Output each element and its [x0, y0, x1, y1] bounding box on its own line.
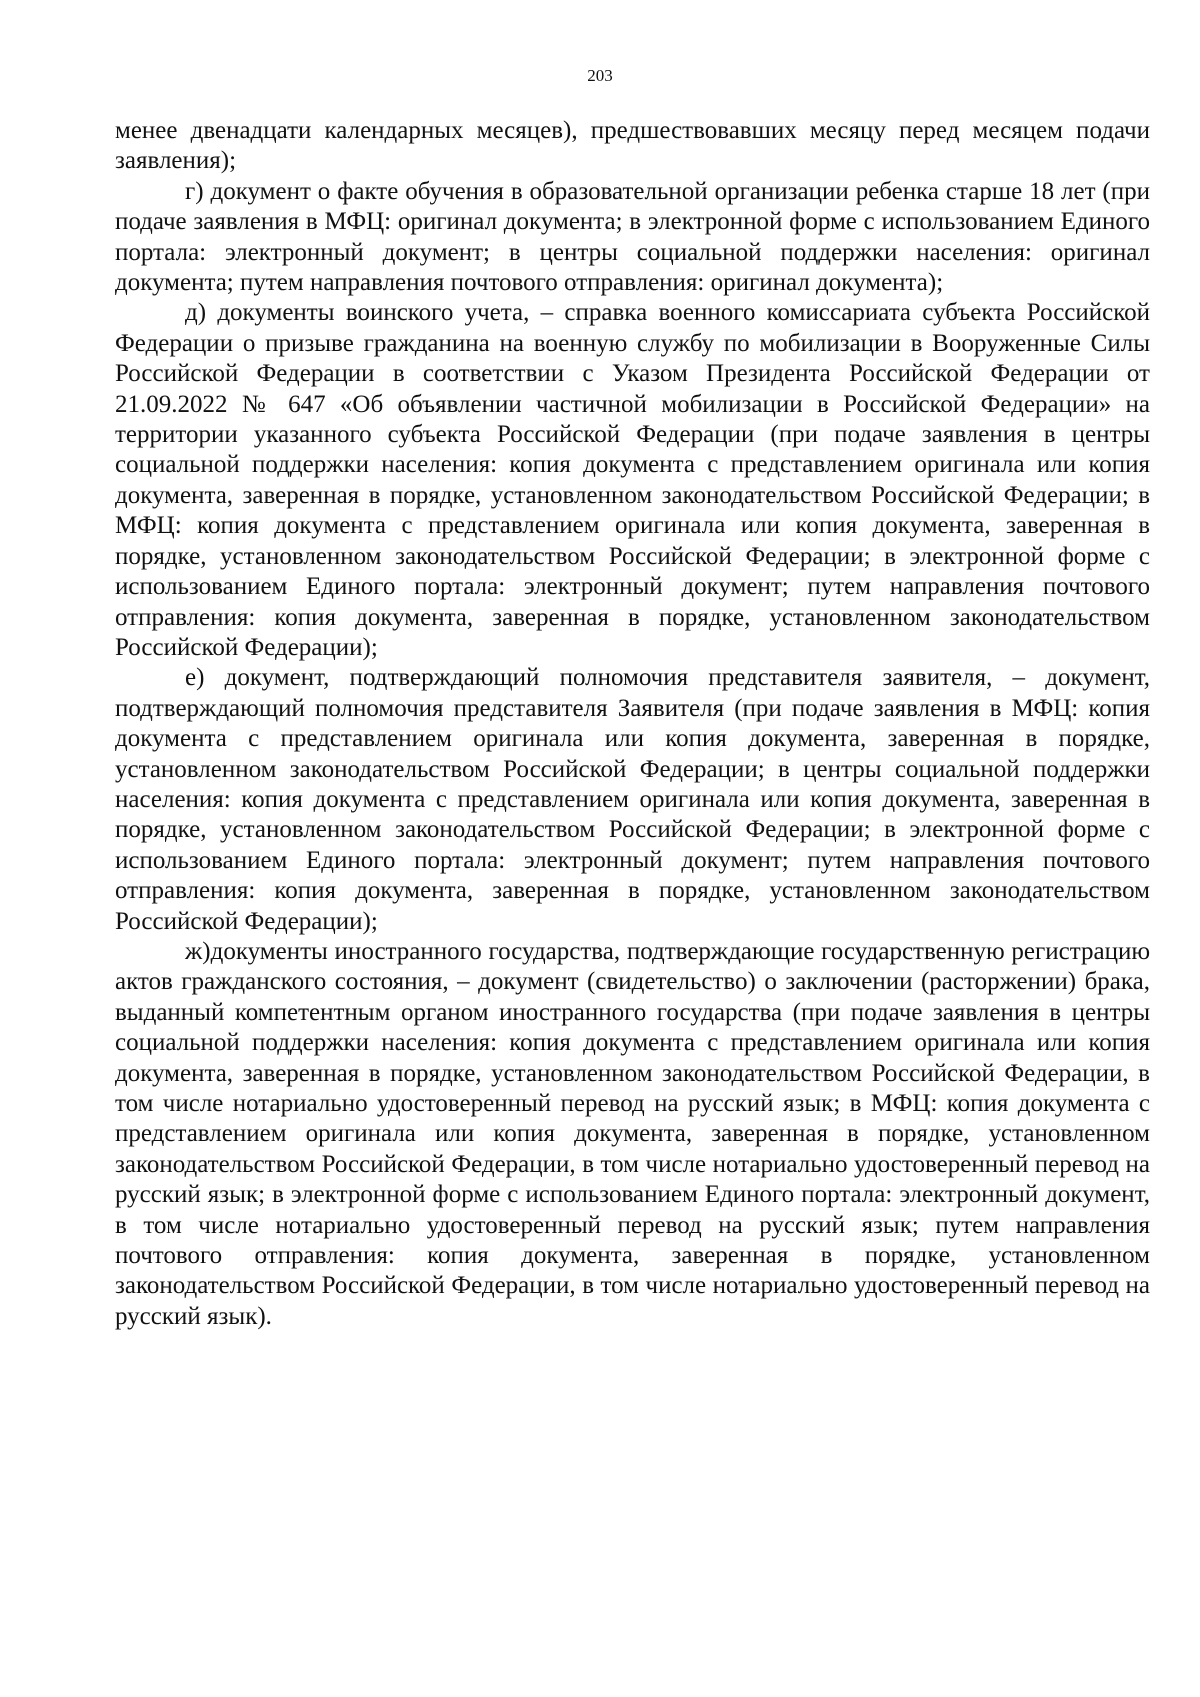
paragraph-item-g: г) документ о факте обучения в образовательной организации ребенка старше 18 лет (при подаче заявления в МФЦ: оригинал документа; в электронной форме с использованием Единого портала: электронный документ; в центры социальной поддержки населения: оригинал документа; путем направления почтового отправления: оригинал документа); [115, 177, 1150, 297]
paragraph-item-d: д) документы воинского учета, – справка военного комиссариата субъекта Российской Федерации о призыве гражданина на военную службу по мобилизации в Вооруженные Силы Российской Федерации в соответствии с Указом Президента Российской Федерации от 21.09.2022 № 647 «Об объявлении частичной мобилизации в Российской Федерации» на территории указанного субъекта Российской Федерации (при подаче заявления в центры социальной поддержки населения: копия документа с представлением оригинала или копия документа, заверенная в порядке, установленном законодательством Российской Федерации; в МФЦ: копия документа с представлением оригинала или копия документа, заверенная в порядке, установленном законодательством Российской Федерации; в электронной форме с использованием Единого портала: электронный документ; путем направления почтового отправления: копия документа, заверенная в порядке, установленном законодательством Российской Федерации); [115, 299, 1150, 661]
document-body [115, 116, 1150, 1332]
page-number: 203 [587, 66, 613, 85]
paragraph-item-zh: ж)документы иностранного государства, подтверждающие государственную регистрацию актов гражданского состояния, – документ (свидетельство) о заключении (расторжении) брака, выданный компетентным органом иностранного государства (при подаче заявления в центры социальной поддержки населения: копия документа с представлением оригинала или копия документа, заверенная в порядке, установленном законодательством Российской Федерации, в том числе нотариально удостоверенный перевод на русский язык; в МФЦ: копия документа с представлением оригинала или копия документа, заверенная в порядке, установленном законодательством Российской Федерации, в том числе нотариально удостоверенный перевод на русский язык; в электронной форме с использованием Единого портала: электронный документ, в том числе нотариально удостоверенный перевод на русский язык; путем направления почтового отправления: копия документа, заверенная в порядке, установленном законодательством Российской Федерации, в том числе нотариально удостоверенный перевод на русский язык). [115, 937, 1150, 1330]
paragraph-item-e: е) документ, подтверждающий полномочия представителя заявителя, – документ, подтверждающий полномочия представителя Заявителя (при подаче заявления в МФЦ: копия документа с представлением оригинала или копия документа, заверенная в порядке, установленном законодательством Российской Федерации; в центры социальной поддержки населения: копия документа с представлением оригинала или копия документа, заверенная в порядке, установленном законодательством Российской Федерации; в электронной форме с использованием Единого портала: электронный документ; путем направления почтового отправления: копия документа, заверенная в порядке, установленном законодательством Российской Федерации); [115, 664, 1150, 935]
paragraph-continuation: менее двенадцати календарных месяцев), предшествовавших месяцу перед месяцем подачи заявления); [115, 117, 1150, 175]
